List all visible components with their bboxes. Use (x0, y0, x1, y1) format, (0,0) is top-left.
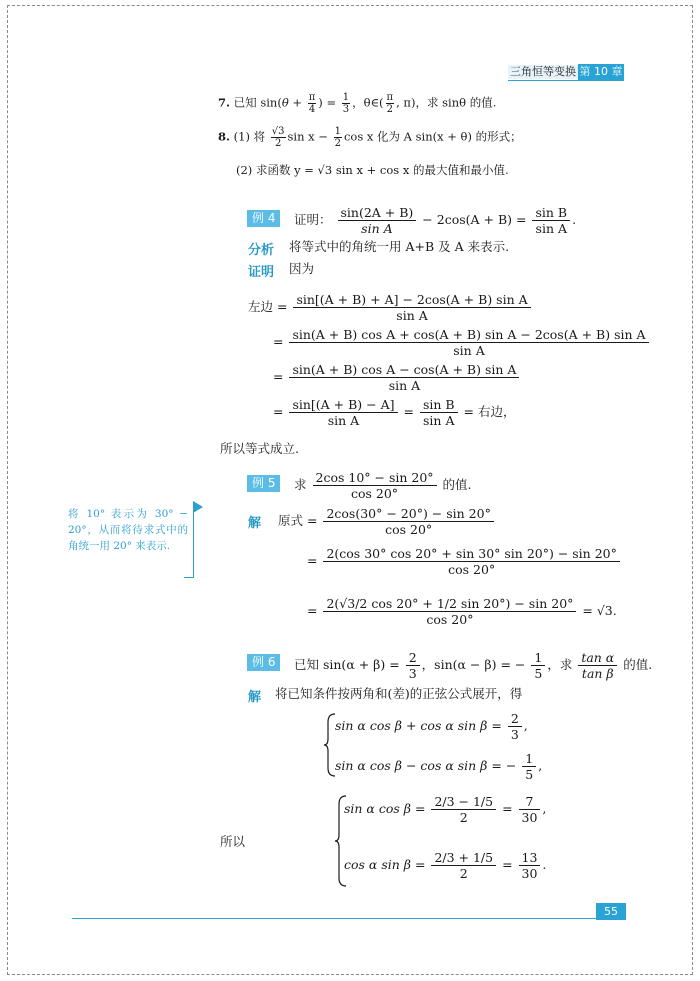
result-1: sin α cos β = $\frac{2/3 - 1/5}{2}$ = $\frac{7}{30}$ , (344, 794, 547, 825)
proof-step-3: = $\frac{\text{sin(A + B) cos A − cos(A + B) sin A}}{\text{sin A}}$ (273, 362, 521, 393)
side-note: 将 10° 表示为 30° − 20°，从而将待求式中的角统一用 20° 来表示. (68, 508, 188, 552)
page-number: 55 (596, 903, 626, 920)
solution-5-step-1: 原式 = $\frac{2\cos(30^\circ - 20^\circ) - \sin 20^\circ}{\cos 20^\circ}$ (278, 506, 496, 537)
section-title: 三角恒等变换 (508, 65, 580, 79)
problem-8-part-1: 8. (1) 将 $\frac{√3}{2}$ sin x − $\frac{1}{2}$ cos x 化为 A sin(x + θ) 的形式； (218, 126, 522, 149)
proof-text: 因为 (289, 261, 315, 276)
conclusion: 所以等式成立. (220, 441, 299, 456)
proof-step-4: = $\frac{\sin[(A + B) - A]}{\text{sin A}}$ = $\frac{\text{sin B}}{\text{sin A}}$ = 右边， (273, 397, 516, 428)
solution-5-step-2: = $\frac{2(\cos 30^\circ \cos 20^\circ + \sin 30^\circ \sin 20^\circ) - \sin 20^\circ}{\cos 20^\circ}$ (307, 546, 622, 577)
result-2: cos α sin β = $\frac{2/3 + 1/5}{2}$ = $\frac{13}{30}$ . (344, 850, 547, 881)
side-note-foot (184, 577, 194, 578)
chapter-badge: 第 10 章 (579, 65, 623, 78)
side-note-line (193, 512, 194, 578)
problem-7: 7. 已知 sin(θ + $\frac{\pi}{4}$ ) = $\frac{1}{3}$ ，θ∈( $\frac{\pi}{2}$ , π)，求 sinθ 的值. (218, 92, 497, 115)
proof-step-2: = $\frac{\text{sin(A + B) cos A + cos(A + B) sin A − 2cos(A + B) sin A}}{\text{sin A}}$ (273, 327, 651, 358)
example-5-label: 例 5 (247, 475, 280, 492)
analysis-keyword: 分析 (248, 243, 275, 258)
equation-1: sin α cos β + cos α sin β = $\frac{2}{3}$ , (335, 711, 528, 742)
proof-keyword: 证明 (248, 265, 275, 280)
solution-5-step-3: = $\frac{2(√3/2 \cos 20^\circ + 1/2 \sin 20^\circ) - \sin 20^\circ}{\cos 20^\circ}$ = √3. (307, 596, 617, 627)
example-6-label: 例 6 (247, 654, 280, 671)
example-4-label: 例 4 (247, 210, 280, 227)
example-5-statement: 求 $\frac{2\cos 10^\circ - \sin 20^\circ}{\cos 20^\circ}$ 的值. (294, 470, 472, 501)
solution-6-text: 将已知条件按两角和(差)的正弦公式展开，得 (275, 686, 523, 701)
example-4-statement: 证明： $\frac{\sin(2A + B)}{\text{sin A}}$ − 2cos(A + B) = $\frac{\text{sin B}}{\text{sin A}}$ . (294, 205, 577, 236)
analysis-text: 将等式中的角统一用 A+B 及 A 来表示. (289, 239, 510, 254)
example-6-statement: 已知 sin(α + β) = $\frac{2}{3}$ ，sin(α − β) = − $\frac{1}{5}$ ，求 $\frac{\text{tan α}}{\text{tan β}}$ 的值. (294, 650, 653, 681)
side-note-pointer-icon (193, 501, 203, 513)
solution-keyword-5: 解 (248, 516, 262, 531)
solution-keyword-6: 解 (248, 690, 262, 705)
footer-rule (72, 918, 596, 919)
so-text: 所以 (220, 834, 246, 849)
header-rule (508, 80, 624, 81)
proof-step-1: 左边 = $\frac{\text{sin[(A + B) + A] − 2cos(A + B) sin A}}{\text{sin A}}$ (248, 292, 533, 323)
problem-8-part-2: (2) 求函数 y = √3 sin x + cos x 的最大值和最小值. (236, 163, 509, 177)
equation-2: sin α cos β − cos α sin β = − $\frac{1}{5}$ , (335, 751, 543, 782)
